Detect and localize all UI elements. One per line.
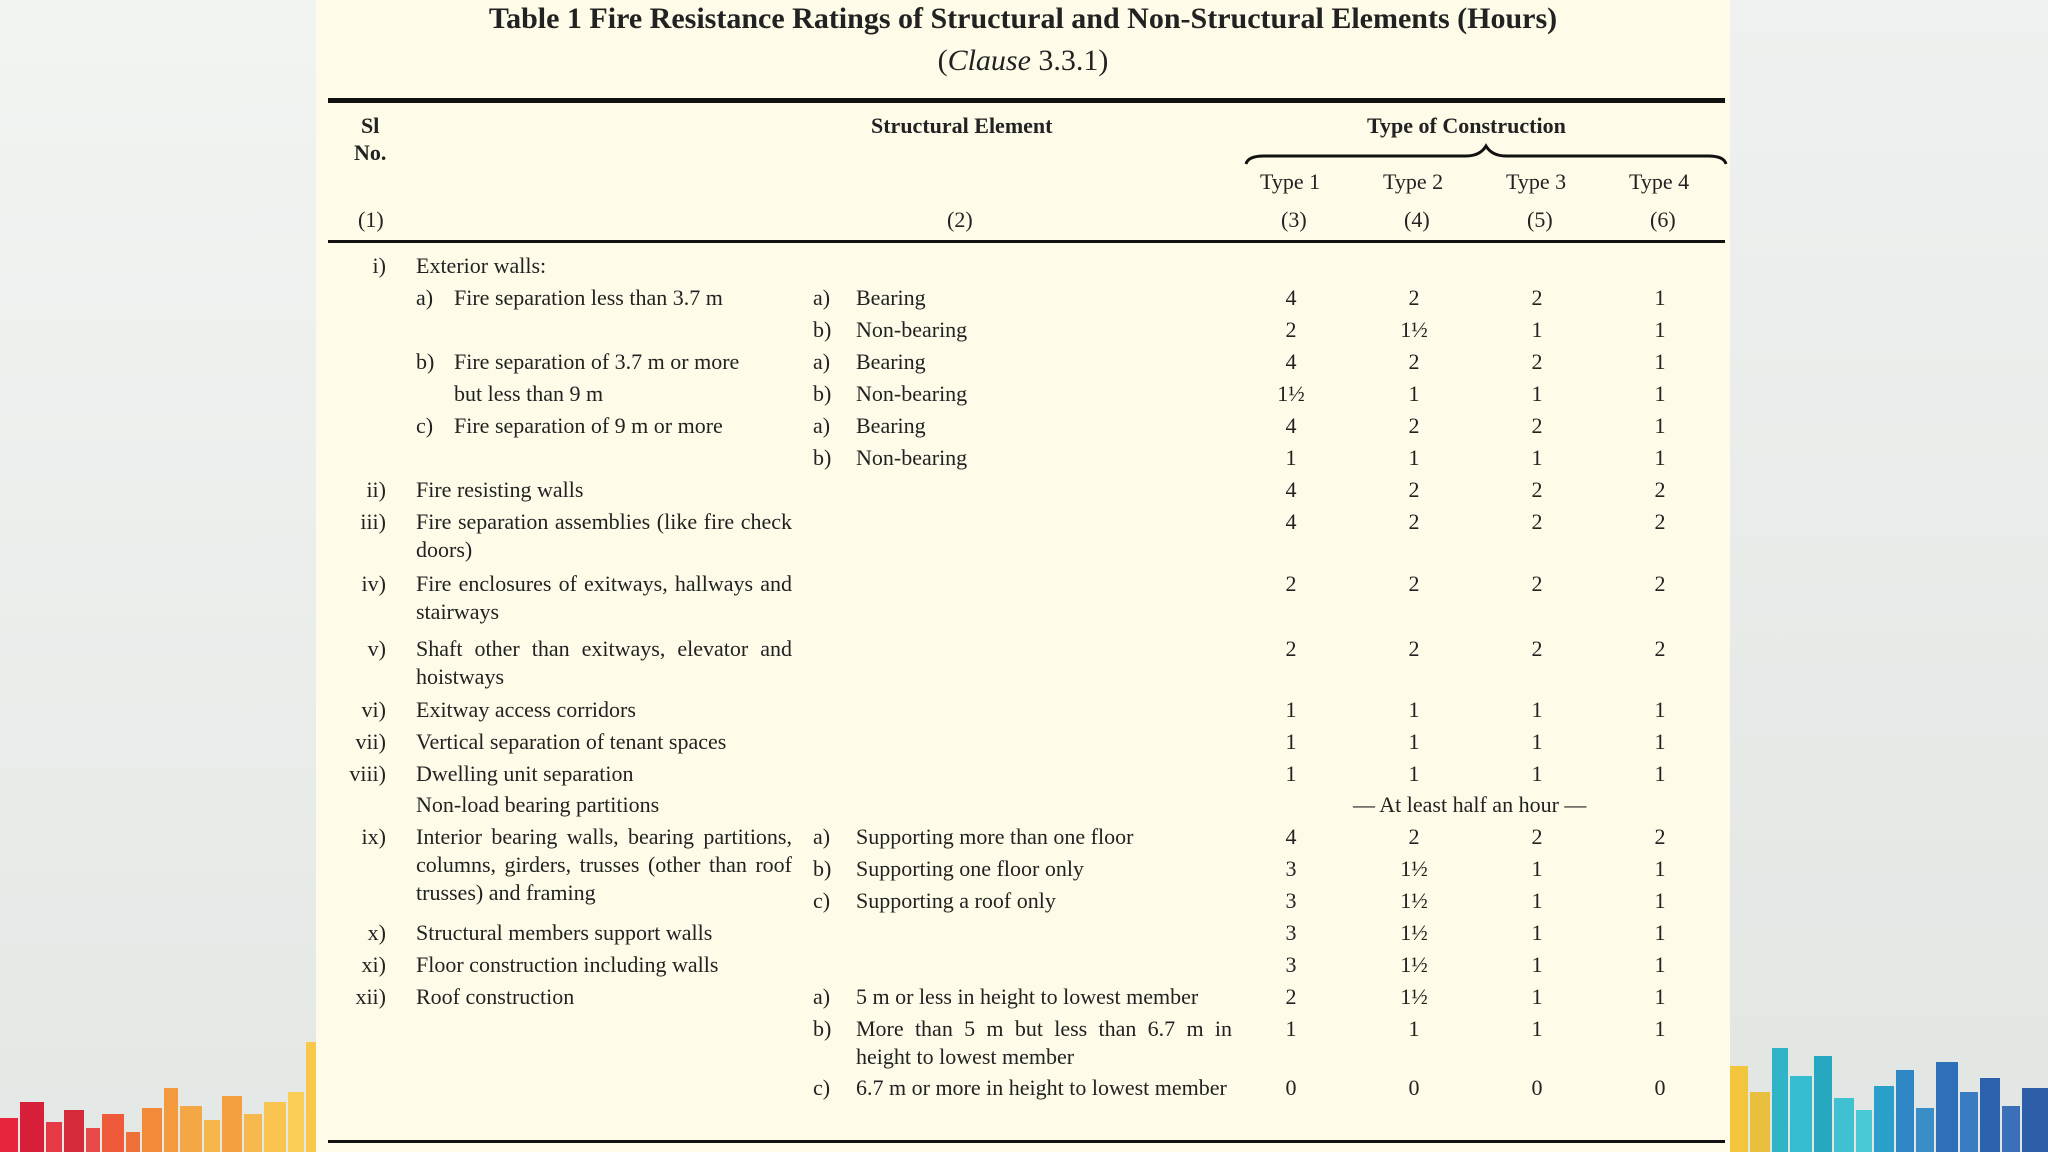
rating-type-4: 1 — [1654, 856, 1666, 881]
row-description: Interior bearing walls, bearing partitions, columns, girders, trusses (other than roof trusses) and framing — [416, 824, 792, 905]
row-subitem-description: Bearing — [856, 349, 926, 374]
bottom-rule — [328, 1140, 1725, 1143]
row-description: Vertical separation of tenant spaces — [416, 729, 727, 754]
rating-type-2: 1 — [1408, 761, 1420, 786]
rating-type-3: 2 — [1531, 571, 1543, 596]
rating-type-3: 1 — [1531, 445, 1543, 470]
rating-type-4: 1 — [1654, 285, 1666, 310]
row-serial-number: ii) — [366, 477, 386, 502]
rating-type-1: 4 — [1285, 349, 1297, 374]
rating-type-3: 2 — [1531, 413, 1543, 438]
rating-type-4: 2 — [1654, 477, 1666, 502]
rating-type-4: 1 — [1654, 317, 1666, 342]
row-subitem-label: a) — [813, 413, 831, 438]
rating-type-2: 1½ — [1400, 984, 1428, 1009]
row-subitem-description: More than 5 m but less than 6.7 m in height to lowest member — [856, 1016, 1232, 1069]
type-of-construction-brace — [1244, 142, 1728, 166]
column-number-5: (5) — [1527, 207, 1553, 232]
row-description: Exterior walls: — [416, 253, 547, 278]
rating-type-2: 2 — [1408, 824, 1420, 849]
row-description: Fire separation assemblies (like fire check doors) — [416, 509, 792, 562]
row-description: Fire enclosures of exitways, hallways and stairways — [416, 571, 792, 624]
rating-type-4: 1 — [1654, 349, 1666, 374]
rating-type-3: 1 — [1531, 729, 1543, 754]
skyline-decoration-left — [0, 1022, 316, 1152]
rating-type-2: 2 — [1408, 413, 1420, 438]
rating-type-2: 2 — [1408, 636, 1420, 661]
row-subitem-description: Non-bearing — [856, 317, 968, 342]
row-description: Structural members support walls — [416, 920, 713, 945]
rating-type-1: 2 — [1285, 984, 1297, 1009]
rating-type-1: 4 — [1285, 413, 1297, 438]
rating-type-1: 1 — [1285, 1016, 1297, 1041]
column-number-1: (1) — [358, 207, 384, 232]
rating-type-3: 1 — [1531, 1016, 1543, 1041]
rating-type-3: 2 — [1531, 477, 1543, 502]
row-serial-number: v) — [367, 636, 386, 661]
row-serial-number: iii) — [360, 509, 386, 534]
rating-type-3: 2 — [1531, 285, 1543, 310]
rating-type-2: 1½ — [1400, 317, 1428, 342]
row-description: Roof construction — [416, 984, 575, 1009]
column-number-6: (6) — [1650, 207, 1676, 232]
row-subitem-label: b) — [813, 381, 832, 406]
rating-type-4: 1 — [1654, 984, 1666, 1009]
rating-type-2: 2 — [1408, 509, 1420, 534]
row-subitem-description: 5 m or less in height to lowest member — [856, 984, 1199, 1009]
row-serial-number: vii) — [355, 729, 386, 754]
header-no: No. — [354, 140, 387, 165]
rating-type-4: 1 — [1654, 920, 1666, 945]
header-type-3: Type 3 — [1506, 169, 1567, 194]
rating-type-2: 1½ — [1400, 856, 1428, 881]
rating-type-2: 1 — [1408, 697, 1420, 722]
rating-type-3: 1 — [1531, 761, 1543, 786]
header-sl: Sl — [361, 113, 380, 138]
row-serial-number: iv) — [361, 571, 386, 596]
row-description: Floor construction including walls — [416, 952, 719, 977]
row-subitem-description: Non-bearing — [856, 445, 968, 470]
rating-type-1: 4 — [1285, 285, 1297, 310]
rating-type-1: 0 — [1285, 1075, 1297, 1100]
rating-type-3: 2 — [1531, 824, 1543, 849]
rating-type-2: 1 — [1408, 1016, 1420, 1041]
right-margin — [1730, 0, 2048, 1152]
row-description: Fire resisting walls — [416, 477, 584, 502]
rating-type-3: 1 — [1531, 952, 1543, 977]
rating-type-2: 2 — [1408, 285, 1420, 310]
rating-type-3: 2 — [1531, 349, 1543, 374]
row-subitem-label: a) — [813, 984, 831, 1009]
row-subitem-description: Non-bearing — [856, 381, 968, 406]
column-number-4: (4) — [1404, 207, 1430, 232]
rating-type-2: 2 — [1408, 349, 1420, 374]
table-clause — [316, 44, 1730, 78]
row-sub-label: b) — [416, 349, 435, 374]
row-subitem-label: b) — [813, 317, 832, 342]
row-subitem-description: 6.7 m or more in height to lowest member — [856, 1075, 1227, 1100]
rating-type-1: 2 — [1285, 636, 1297, 661]
clause-open: ( — [937, 44, 948, 77]
row-description: Shaft other than exitways, elevator and hoistways — [416, 636, 792, 689]
row-serial-number: ix) — [361, 824, 386, 849]
rating-type-2: 1 — [1408, 445, 1420, 470]
rating-type-2: 2 — [1408, 477, 1420, 502]
rating-type-4: 1 — [1654, 888, 1666, 913]
header-type-4: Type 4 — [1629, 169, 1690, 194]
row-serial-number: i) — [372, 253, 386, 278]
rating-type-3: 1 — [1531, 317, 1543, 342]
row-subitem-description: Bearing — [856, 285, 926, 310]
rating-type-2: 1 — [1408, 729, 1420, 754]
row-subitem-label: c) — [813, 1075, 831, 1100]
rating-type-3: 1 — [1531, 888, 1543, 913]
rating-type-1: 1 — [1285, 729, 1297, 754]
rating-type-1: 1 — [1285, 761, 1297, 786]
column-number-2: (2) — [947, 207, 973, 232]
rating-type-2: 1 — [1408, 381, 1420, 406]
row-subitem-description: Supporting one floor only — [856, 856, 1084, 881]
rating-type-4: 1 — [1654, 729, 1666, 754]
rating-type-1: 3 — [1285, 920, 1297, 945]
document-page — [316, 0, 1730, 1152]
row-subitem-description: Supporting more than one floor — [856, 824, 1134, 849]
row-description: Dwelling unit separation — [416, 761, 634, 786]
skyline-decoration-right — [1730, 1022, 2048, 1152]
rating-type-2: 1½ — [1400, 952, 1428, 977]
rating-type-3: 1 — [1531, 920, 1543, 945]
row-subitem-label: a) — [813, 285, 831, 310]
row-serial-number: vi) — [361, 697, 386, 722]
rating-type-1: 2 — [1285, 317, 1297, 342]
rating-type-3: 0 — [1531, 1075, 1543, 1100]
header-structural-element: Structural Element — [871, 113, 1053, 138]
rating-type-3: 1 — [1531, 697, 1543, 722]
rating-type-4: 1 — [1654, 381, 1666, 406]
rating-type-3: 1 — [1531, 984, 1543, 1009]
rating-type-3: 2 — [1531, 509, 1543, 534]
rating-type-4: 0 — [1654, 1075, 1666, 1100]
row-subitem-label: c) — [813, 888, 831, 913]
rating-type-4: 1 — [1654, 697, 1666, 722]
row-subitem-label: a) — [813, 349, 831, 374]
rating-type-1: 2 — [1285, 571, 1297, 596]
rating-type-1: 1½ — [1277, 381, 1305, 406]
rating-type-4: 1 — [1654, 761, 1666, 786]
rating-type-4: 1 — [1654, 413, 1666, 438]
rating-type-4: 2 — [1654, 636, 1666, 661]
rating-type-1: 3 — [1285, 856, 1297, 881]
rating-span-note: — At least half an hour — — [1353, 792, 1587, 817]
rating-type-1: 1 — [1285, 445, 1297, 470]
row-subitem-label: b) — [813, 1016, 832, 1041]
rating-type-4: 1 — [1654, 445, 1666, 470]
row-description: Fire separation of 3.7 m or more — [454, 349, 740, 374]
rating-type-4: 2 — [1654, 509, 1666, 534]
row-subitem-label: a) — [813, 824, 831, 849]
rating-type-1: 3 — [1285, 888, 1297, 913]
row-subitem-label: b) — [813, 445, 832, 470]
rating-type-3: 2 — [1531, 636, 1543, 661]
row-serial-number: x) — [367, 920, 386, 945]
row-description: Fire separation less than 3.7 m — [454, 285, 723, 310]
top-rule — [328, 98, 1725, 103]
row-subitem-description: Bearing — [856, 413, 926, 438]
rating-type-4: 1 — [1654, 1016, 1666, 1041]
row-subitem-label: b) — [813, 856, 832, 881]
row-sub-label: c) — [416, 413, 434, 438]
rating-type-1: 4 — [1285, 477, 1297, 502]
left-margin — [0, 0, 316, 1152]
rating-type-3: 1 — [1531, 381, 1543, 406]
rating-type-3: 1 — [1531, 856, 1543, 881]
clause-word: Clause — [947, 44, 1031, 77]
rating-type-4: 2 — [1654, 571, 1666, 596]
row-description: Exitway access corridors — [416, 697, 636, 722]
rating-type-4: 1 — [1654, 952, 1666, 977]
row-description: Fire separation of 9 m or more — [454, 413, 723, 438]
row-serial-number: xii) — [355, 984, 386, 1009]
row-subitem-description: Supporting a roof only — [856, 888, 1056, 913]
rating-type-4: 2 — [1654, 824, 1666, 849]
column-number-3: (3) — [1281, 207, 1307, 232]
rating-type-1: 1 — [1285, 697, 1297, 722]
table-title: Table 1 Fire Resistance Ratings of Structural and Non-Structural Elements (Hours) — [488, 2, 1558, 35]
header-type-of-construction: Type of Construction — [1367, 113, 1566, 138]
clause-ref: 3.3.1) — [1030, 44, 1109, 77]
row-description: Non-load bearing partitions — [416, 792, 660, 817]
header-type-1: Type 1 — [1260, 169, 1321, 194]
row-description: but less than 9 m — [454, 381, 604, 406]
rating-type-1: 4 — [1285, 509, 1297, 534]
header-type-2: Type 2 — [1383, 169, 1444, 194]
rating-type-2: 2 — [1408, 571, 1420, 596]
row-sub-label: a) — [416, 285, 434, 310]
rating-type-2: 0 — [1408, 1075, 1420, 1100]
row-serial-number: viii) — [349, 761, 386, 786]
rating-type-2: 1½ — [1400, 920, 1428, 945]
rating-type-1: 3 — [1285, 952, 1297, 977]
header-rule — [328, 240, 1725, 243]
rating-type-1: 4 — [1285, 824, 1297, 849]
row-serial-number: xi) — [361, 952, 386, 977]
rating-type-2: 1½ — [1400, 888, 1428, 913]
